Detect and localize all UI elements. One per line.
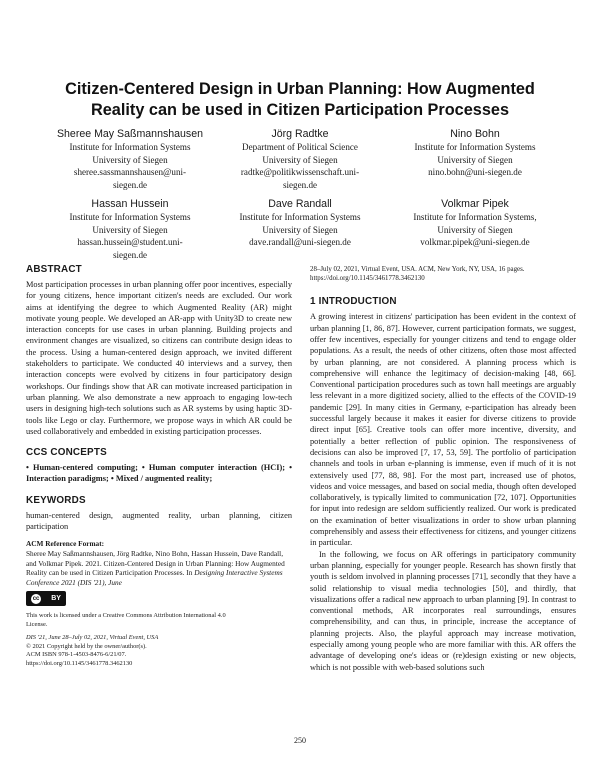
cc-by-label: BY xyxy=(51,595,61,602)
author-email[interactable]: radtke@politikwissenschaft.uni- xyxy=(240,167,360,178)
author-affiliation: Institute for Information Systems xyxy=(414,142,536,152)
author-block-4 xyxy=(40,197,220,261)
copyright-isbn: ACM ISBN 978-1-4503-8476-6/21/07. xyxy=(26,651,127,658)
copyright-venue: DIS '21, June 28–July 02, 2021, Virtual Event, USA xyxy=(26,634,159,641)
author-name: Hassan Hussein xyxy=(91,198,169,210)
author-name: Dave Randall xyxy=(268,198,332,210)
author-affiliation: Department of Political Science xyxy=(242,142,358,152)
author-name: Volkmar Pipek xyxy=(441,198,509,210)
acm-ref-text xyxy=(26,549,292,587)
author-email-cont[interactable]: siegen.de xyxy=(112,179,148,190)
author-block-1 xyxy=(40,127,220,191)
title-line-2: Reality can be used in Citizen Participation Processes xyxy=(90,101,510,119)
author-name: Nino Bohn xyxy=(450,128,500,140)
acm-ref-plain: Sheree May Saßmannshausen, Jörg Radtke, Nino Bohn, Hassan Hussein, Dave Randall, and Volkmar Pipek. 2021. Citizen-Centered Design in Urban Planning: How Augmented Reality can be used in Citizen Participation Processes. In xyxy=(26,548,285,578)
introduction-paragraph-2: In the following, we focus on AR offerings in participatory community urban planning, especially for younger people. Research has shown firstly that youth is seldom involved in planning processes [71], secondly that they have a solid relationship to visual media technologies [50], and thirdly, that visualizations offer a radical new approach to urban planning [9]. In contrast to conventional methods, AR incorporates real surroundings, ensures comprehensibility, and can thus, in principle, increase the acceptance of planning projects. Also, the playful approach may increase motivation, especially among young people who are more familiar with this. AR offers the advantage of developing one's ideas or (re)design existing or new objects, which is not possible with web-based solutions such xyxy=(310,549,576,672)
author-block-6 xyxy=(385,197,565,249)
right-column xyxy=(310,265,576,673)
creative-commons-badge[interactable] xyxy=(26,591,66,606)
author-email-cont[interactable]: siegen.de xyxy=(112,249,148,260)
author-affiliation: Institute for Information Systems, xyxy=(413,212,537,222)
author-affiliation: Institute for Information Systems xyxy=(69,212,191,222)
copyright-holder: © 2021 Copyright held by the owner/author(s). xyxy=(26,642,147,650)
copyright-block xyxy=(26,634,292,668)
acm-ref-italic: Designing Interactive Systems Conference 2021 (DIS '21), June xyxy=(26,568,283,587)
author-university: University of Siegen xyxy=(437,154,513,165)
author-university: University of Siegen xyxy=(262,154,338,165)
keywords-heading: KEYWORDS xyxy=(26,494,86,506)
author-affiliation: Institute for Information Systems xyxy=(239,212,361,222)
acm-ref-heading: ACM Reference Format: xyxy=(26,539,105,549)
author-university: University of Siegen xyxy=(92,154,168,165)
author-email[interactable]: dave.randall@uni-siegen.de xyxy=(249,237,351,248)
author-email-cont[interactable]: siegen.de xyxy=(282,179,318,190)
author-email[interactable]: hassan.hussein@student.uni- xyxy=(77,237,183,248)
author-block-5 xyxy=(210,197,390,249)
author-affiliation: Institute for Information Systems xyxy=(69,142,191,152)
title-line-1: Citizen-Centered Design in Urban Planning: How Augmented xyxy=(65,80,535,98)
introduction-heading: 1 INTRODUCTION xyxy=(310,296,397,308)
paper-title xyxy=(30,79,570,121)
license-text: This work is licensed under a Creative Commons Attribution International 4.0 License. xyxy=(26,612,226,628)
acm-ref-continued: 28–July 02, 2021, Virtual Event, USA. ACM, New York, NY, USA, 16 pages. https://doi.org/10.1145/3461778.3462130 xyxy=(310,266,525,283)
abstract-text: Most participation processes in urban planning offer poor incentives, especially for young citizens, hence important citizen's needs are excluded. Our work aims at identifying the degree to which Augmented Reality (AR) might motivate young people. We developed an AR-app with Unity3D to create new interaction concepts for use cases in urban planning. Building projects and environment changes are visualized, so citizens can contribute design ideas to the process. Using a human-centered design approach, we invited different stakeholders to participate. We conducted 40 interviews and a survey, then interaction concepts were evolved by citizens in four participatory design workshops. Our findings show that AR can motivate increased participation in urban planning. We also demonstrate a new approach to engaging low-tech users in designing high-tech solutions such as AR systems by using haptic 3D-tools like Lego or clay. Furthermore, we propose ways in which AR could be used collaboratively and embedded in existing participation processes. xyxy=(26,280,292,436)
author-block-2 xyxy=(210,127,390,191)
introduction-paragraph-1: A growing interest in citizens' participation has been evident in the context of urban planning [1, 86, 87]. However, current participation formats, we suggest, offer few incentives, especially for younger citizens and tend to engage older populations. As a result, the needs of other citizens, often those most affected by urban planning, are not considered. A planning process which is comprehensive will enhance the legitimacy of decision-making [48, 66]. Conventional participation procedures such as town hall meetings are arguably less relevant in a more digitized society, allied to the effects of the COVID-19 pandemic [29]. In many cities in Germany, e-participation has already been successful largely because it makes it easier for diverse citizens to provide direct input [65]. Creative tools can offer more incentive, diversity, and potentially a better reflection of public opinion. The responsiveness of decisions can also be improved [7, 17, 53, 59]. The portfolio of participation channels and tools in urban e-planning is immense, even if much of it is not extensively used [77, 88, 98]. For the most part, increased use of photos, videos and voice messages, and based on social media, though often developed collaboratively, is typically limited to communication [72, 107]. Opportunities for input into redesign are seldom sufficiently realized. Our work is predicated on the examination of better visualizations in order to show urban planning comprehensibly and assess their effectiveness for citizens, and younger citizens in particular. xyxy=(310,312,576,548)
author-email[interactable]: volkmar.pipek@uni-siegen.de xyxy=(420,237,530,248)
license-block xyxy=(26,612,226,629)
left-column xyxy=(26,264,292,587)
author-university: University of Siegen xyxy=(92,224,168,235)
author-name: Jörg Radtke xyxy=(271,128,329,140)
author-email[interactable]: nino.bohn@uni-siegen.de xyxy=(428,167,522,178)
page-number: 250 xyxy=(294,736,306,745)
author-email[interactable]: sheree.sassmannshausen@uni- xyxy=(73,167,187,178)
cc-icon: cc xyxy=(32,595,40,602)
abstract-heading: ABSTRACT xyxy=(26,264,82,275)
keywords-text: human-centered design, augmented reality, urban planning, citizen participation xyxy=(26,510,292,532)
copyright-doi[interactable]: https://doi.org/10.1145/3461778.3462130 xyxy=(26,659,133,667)
author-university: University of Siegen xyxy=(262,224,338,235)
ccs-heading: CCS CONCEPTS xyxy=(26,447,107,459)
author-block-3 xyxy=(385,127,565,179)
author-name: Sheree May Saßmannshausen xyxy=(56,128,204,140)
author-university: University of Siegen xyxy=(437,224,513,235)
ccs-text: • Human-centered computing; • Human computer interaction (HCI); • Interaction paradigms; • Mixed / augmented reality; xyxy=(26,463,292,484)
